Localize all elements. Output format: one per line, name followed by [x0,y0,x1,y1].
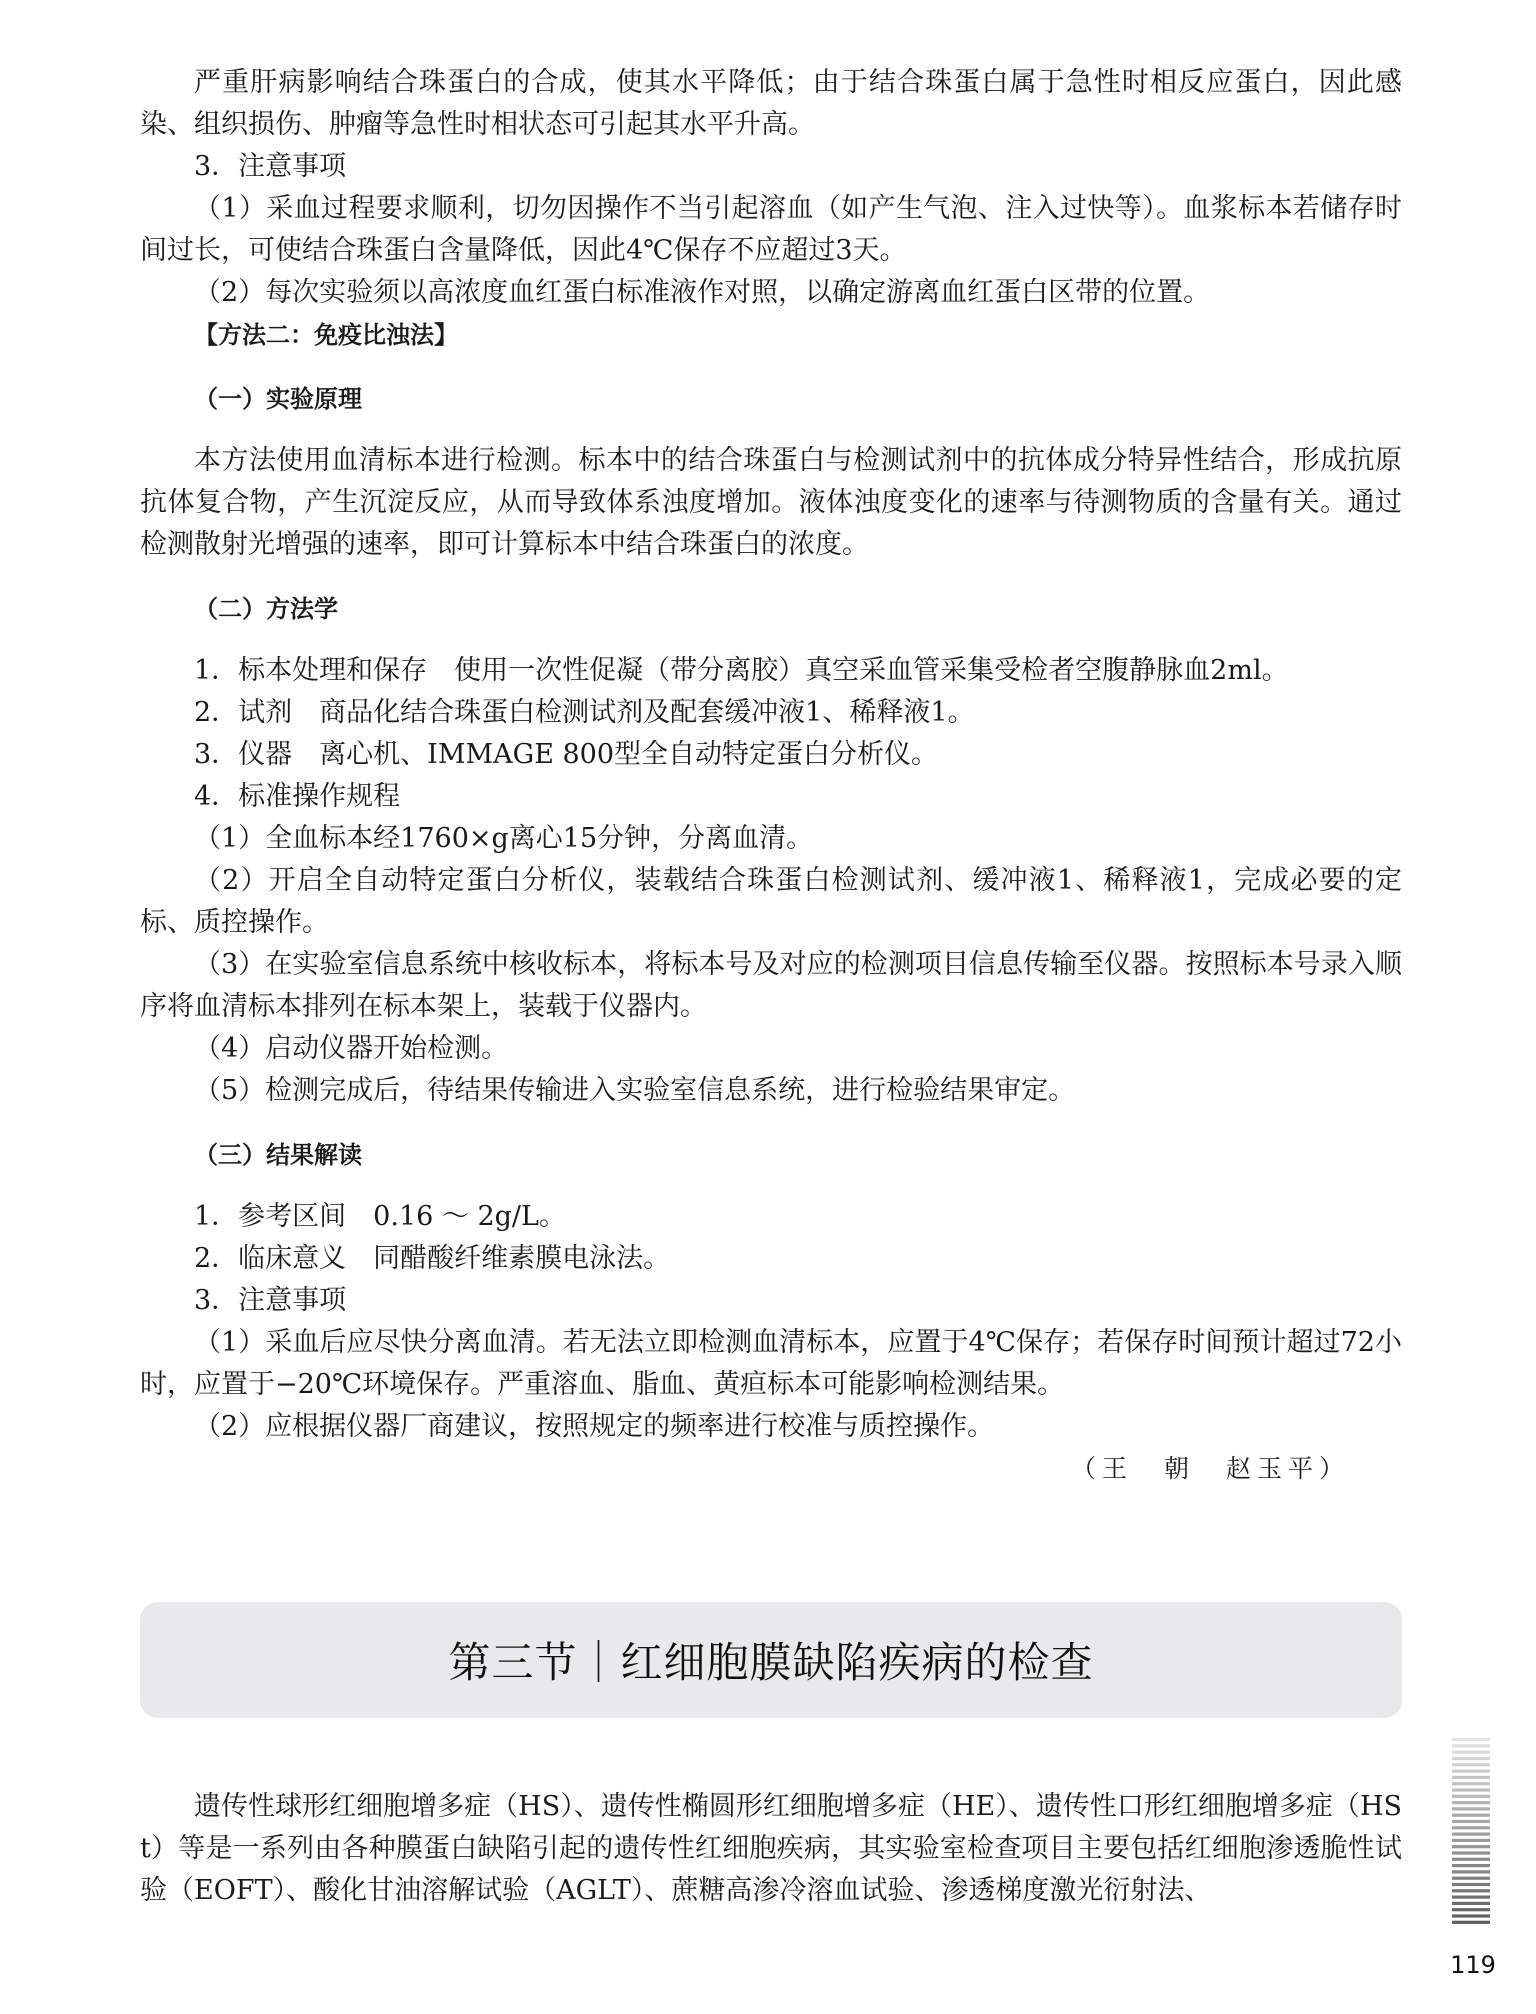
chapter-intro [140,1786,1402,1912]
tab-stripe [1452,1851,1490,1854]
procedure-step-1: （1）全血标本经1760×g离心15分钟，分离血清。 [194,823,814,854]
tab-stripe [1452,1782,1490,1785]
tab-stripe [1452,1921,1490,1924]
results-item-3: 3．注意事项 [194,1285,347,1316]
procedure-step-4: （4）启动仪器开始检测。 [194,1033,509,1064]
tab-stripe [1452,1744,1490,1747]
procedure-step-2: （2）开启全自动特定蛋白分析仪，装载结合珠蛋白检测试剂、缓冲液1、稀释液1，完成必要的定标、质控操作。 [140,865,1402,938]
tab-stripe [1452,1839,1490,1842]
tab-stripe [1452,1858,1490,1861]
methodology-item-3: 3．仪器 离心机、IMMAGE 800型全自动特定蛋白分析仪。 [194,739,939,770]
principle-paragraph: 本方法使用血清标本进行检测。标本中的结合珠蛋白与检测试剂中的抗体成分特异性结合，形成抗原抗体复合物，产生沉淀反应，从而导致体系浊度增加。液体浊度变化的速率与待测物质的含量有关。通过检测散射光增强的速率，即可计算标本中结合珠蛋白的浓度。 [140,445,1402,560]
method-title: 【方法二：免疫比浊法】 [194,321,458,349]
methodology-item-4: 4．标准操作规程 [194,781,401,812]
section-heading-principle: （一）实验原理 [194,385,362,413]
tab-stripe [1452,1807,1490,1810]
section-heading-results: （三）结果解读 [194,1141,362,1169]
results-item-1: 1．参考区间 0.16 ～ 2g/L。 [194,1201,566,1232]
tab-stripe [1452,1845,1490,1848]
page-body [140,62,1402,1490]
authors: （王 朝 赵玉平） [1070,1454,1350,1483]
note-1: （1）采血过程要求顺利，切勿因操作不当引起溶血（如产生气泡、注入过快等）。血浆标本若储存时间过长，可使结合珠蛋白含量降低，因此4℃保存不应超过3天。 [140,193,1402,266]
chapter-title: 第三节｜红细胞膜缺陷疾病的检查 [448,1638,1094,1687]
tab-stripe [1452,1788,1490,1791]
page-number: 119 [1450,1951,1496,1979]
tab-stripe [1452,1889,1490,1892]
tab-stripe [1452,1801,1490,1804]
tab-stripe [1452,1883,1490,1886]
section-heading-methodology: （二）方法学 [194,595,338,623]
methodology-item-1: 1．标本处理和保存 使用一次性促凝（带分离胶）真空采血管采集受检者空腹静脉血2ml。 [194,655,1289,686]
procedure-step-3: （3）在实验室信息系统中核收标本，将标本号及对应的检测项目信息传输至仪器。按照标本号录入顺序将血清标本排列在标本架上，装载于仪器内。 [140,949,1402,1022]
paragraph-liver-disease: 严重肝病影响结合珠蛋白的合成，使其水平降低；由于结合珠蛋白属于急性时相反应蛋白，因此感染、组织损伤、肿瘤等急性时相状态可引起其水平升高。 [140,67,1402,140]
results-note-1: （1）采血后应尽快分离血清。若无法立即检测血清标本，应置于4℃保存；若保存时间预计超过72小时，应置于−20℃环境保存。严重溶血、脂血、黄疸标本可能影响检测结果。 [140,1327,1402,1400]
tab-stripe [1452,1833,1490,1836]
intro-paragraph: 遗传性球形红细胞增多症（HS）、遗传性椭圆形红细胞增多症（HE）、遗传性口形红细胞增多症（HSt）等是一系列由各种膜蛋白缺陷引起的遗传性红细胞疾病，其实验室检查项目主要包括红细胞渗透脆性试验（EOFT）、酸化甘油溶解试验（AGLT）、蔗糖高渗冷溶血试验、渗透梯度激光衍射法、 [140,1791,1402,1906]
tab-stripe [1452,1896,1490,1899]
tab-stripe [1452,1908,1490,1911]
tab-stripe [1452,1795,1490,1798]
tab-stripe [1452,1757,1490,1760]
notes-heading: 3．注意事项 [194,151,347,182]
note-2: （2）每次实验须以高浓度血红蛋白标准液作对照，以确定游离血红蛋白区带的位置。 [194,277,1211,308]
tab-stripe [1452,1826,1490,1829]
page-tab-stripes [1452,1738,1490,1928]
tab-stripe [1452,1820,1490,1823]
tab-stripe [1452,1738,1490,1741]
tab-stripe [1452,1751,1490,1754]
results-item-2: 2．临床意义 同醋酸纤维素膜电泳法。 [194,1243,671,1274]
tab-stripe [1452,1770,1490,1773]
tab-stripe [1452,1902,1490,1905]
procedure-step-5: （5）检测完成后，待结果传输进入实验室信息系统，进行检验结果审定。 [194,1075,1076,1106]
tab-stripe [1452,1763,1490,1766]
tab-stripe [1452,1814,1490,1817]
results-note-2: （2）应根据仪器厂商建议，按照规定的频率进行校准与质控操作。 [194,1411,995,1442]
tab-stripe [1452,1870,1490,1873]
chapter-banner [140,1602,1402,1718]
methodology-item-2: 2．试剂 商品化结合珠蛋白检测试剂及配套缓冲液1、稀释液1。 [194,697,975,728]
tab-stripe [1452,1877,1490,1880]
tab-stripe [1452,1776,1490,1779]
tab-stripe [1452,1864,1490,1867]
tab-stripe [1452,1914,1490,1917]
